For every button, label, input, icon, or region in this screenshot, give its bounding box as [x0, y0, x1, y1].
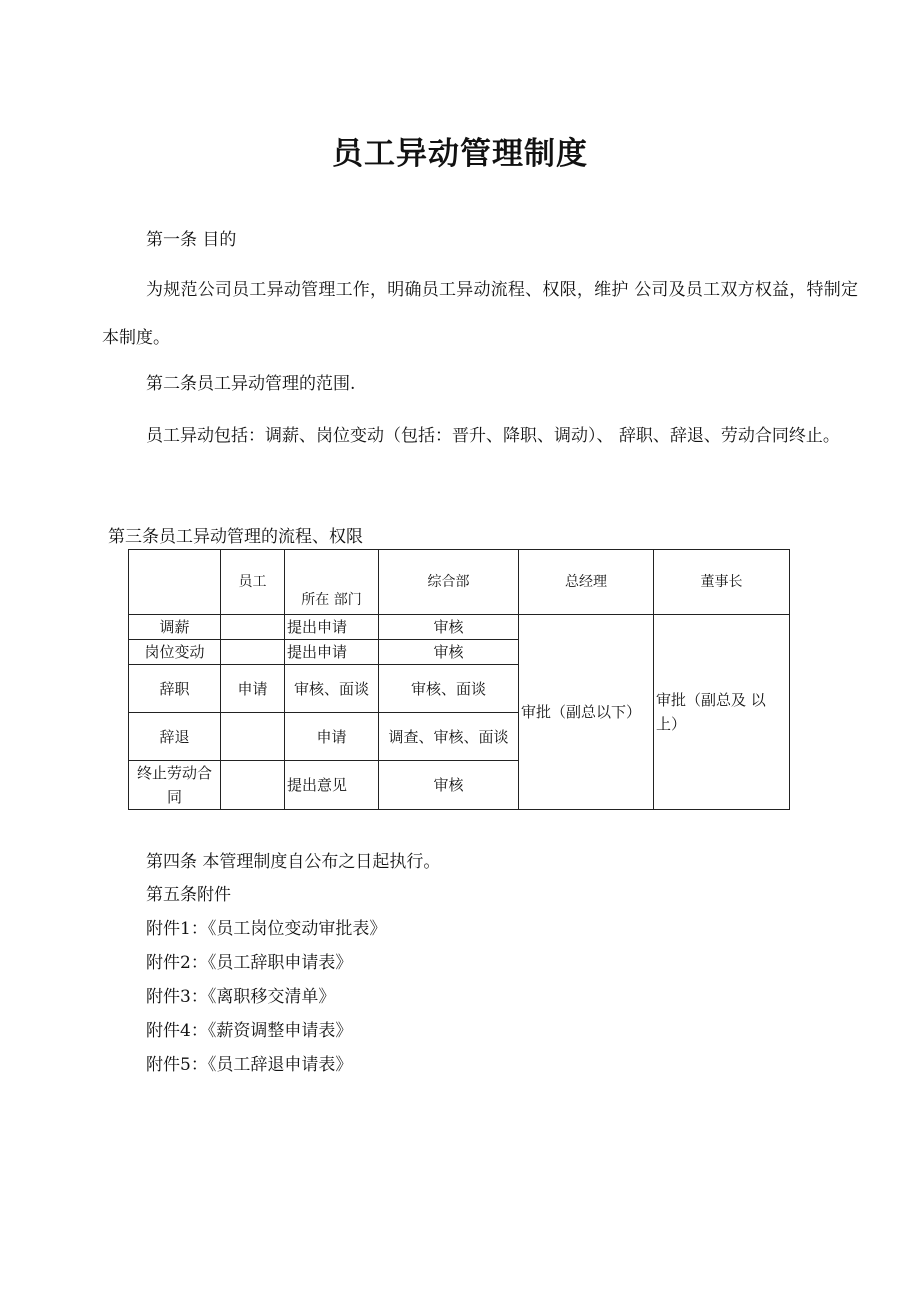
row-employee	[221, 761, 285, 810]
section-5-heading: 第五条附件	[146, 885, 231, 905]
row-general-dept: 审核、面谈	[379, 665, 519, 713]
header-cell-department: 所在 部门	[285, 550, 379, 615]
row-type: 终止劳动合同	[129, 761, 221, 810]
header-cell-blank	[129, 550, 221, 615]
header-cell-general-dept: 综合部	[379, 550, 519, 615]
row-type: 辞退	[129, 713, 221, 761]
table-header-row	[129, 550, 790, 615]
row-general-dept: 审核	[379, 640, 519, 665]
row-department: 提出申请	[285, 615, 379, 640]
row-employee	[221, 640, 285, 665]
row-general-dept: 审核	[379, 615, 519, 640]
attachment-item: 附件1：《员工岗位变动审批表》	[146, 919, 387, 939]
row-employee	[221, 615, 285, 640]
row-department: 申请	[285, 713, 379, 761]
header-cell-chairman: 董事长	[654, 550, 790, 615]
attachment-item: 附件4：《薪资调整申请表》	[146, 1021, 353, 1041]
row-employee: 申请	[221, 665, 285, 713]
row-department: 审核、面谈	[285, 665, 379, 713]
attachment-item: 附件3：《离职移交清单》	[146, 987, 336, 1007]
row-department: 提出申请	[285, 640, 379, 665]
row-employee	[221, 713, 285, 761]
section-1-heading: 第一条 目的	[146, 230, 237, 250]
section-1-body: 为规范公司员工异动管理工作，明确员工异动流程、权限，维护 公司及员工双方权益，特制定本制度。	[102, 280, 858, 348]
general-manager-approval: 审批（副总以下）	[519, 615, 654, 810]
row-general-dept: 审核	[379, 761, 519, 810]
header-cell-general-manager: 总经理	[519, 550, 654, 615]
section-4: 第四条 本管理制度自公布之日起执行。	[146, 852, 441, 872]
row-department: 提出意见	[285, 761, 379, 810]
table-row	[129, 615, 790, 640]
document-title: 员工异动管理制度	[332, 136, 588, 172]
chairman-approval: 审批（副总及 以上）	[654, 615, 790, 810]
row-type: 辞职	[129, 665, 221, 713]
attachment-item: 附件5：《员工辞退申请表》	[146, 1055, 353, 1075]
header-cell-employee: 员工	[221, 550, 285, 615]
process-authority-table	[128, 549, 790, 810]
attachment-item: 附件2：《员工辞职申请表》	[146, 953, 353, 973]
section-2-body: 员工异动包括：调薪、岗位变动（包括：晋升、降职、调动）、 辞职、辞退、劳动合同终止。	[146, 426, 840, 446]
row-type: 调薪	[129, 615, 221, 640]
section-3-heading: 第三条员工异动管理的流程、权限	[108, 527, 363, 547]
row-general-dept: 调查、审核、面谈	[379, 713, 519, 761]
section-2-heading: 第二条员工异动管理的范围.	[146, 374, 356, 394]
row-type: 岗位变动	[129, 640, 221, 665]
